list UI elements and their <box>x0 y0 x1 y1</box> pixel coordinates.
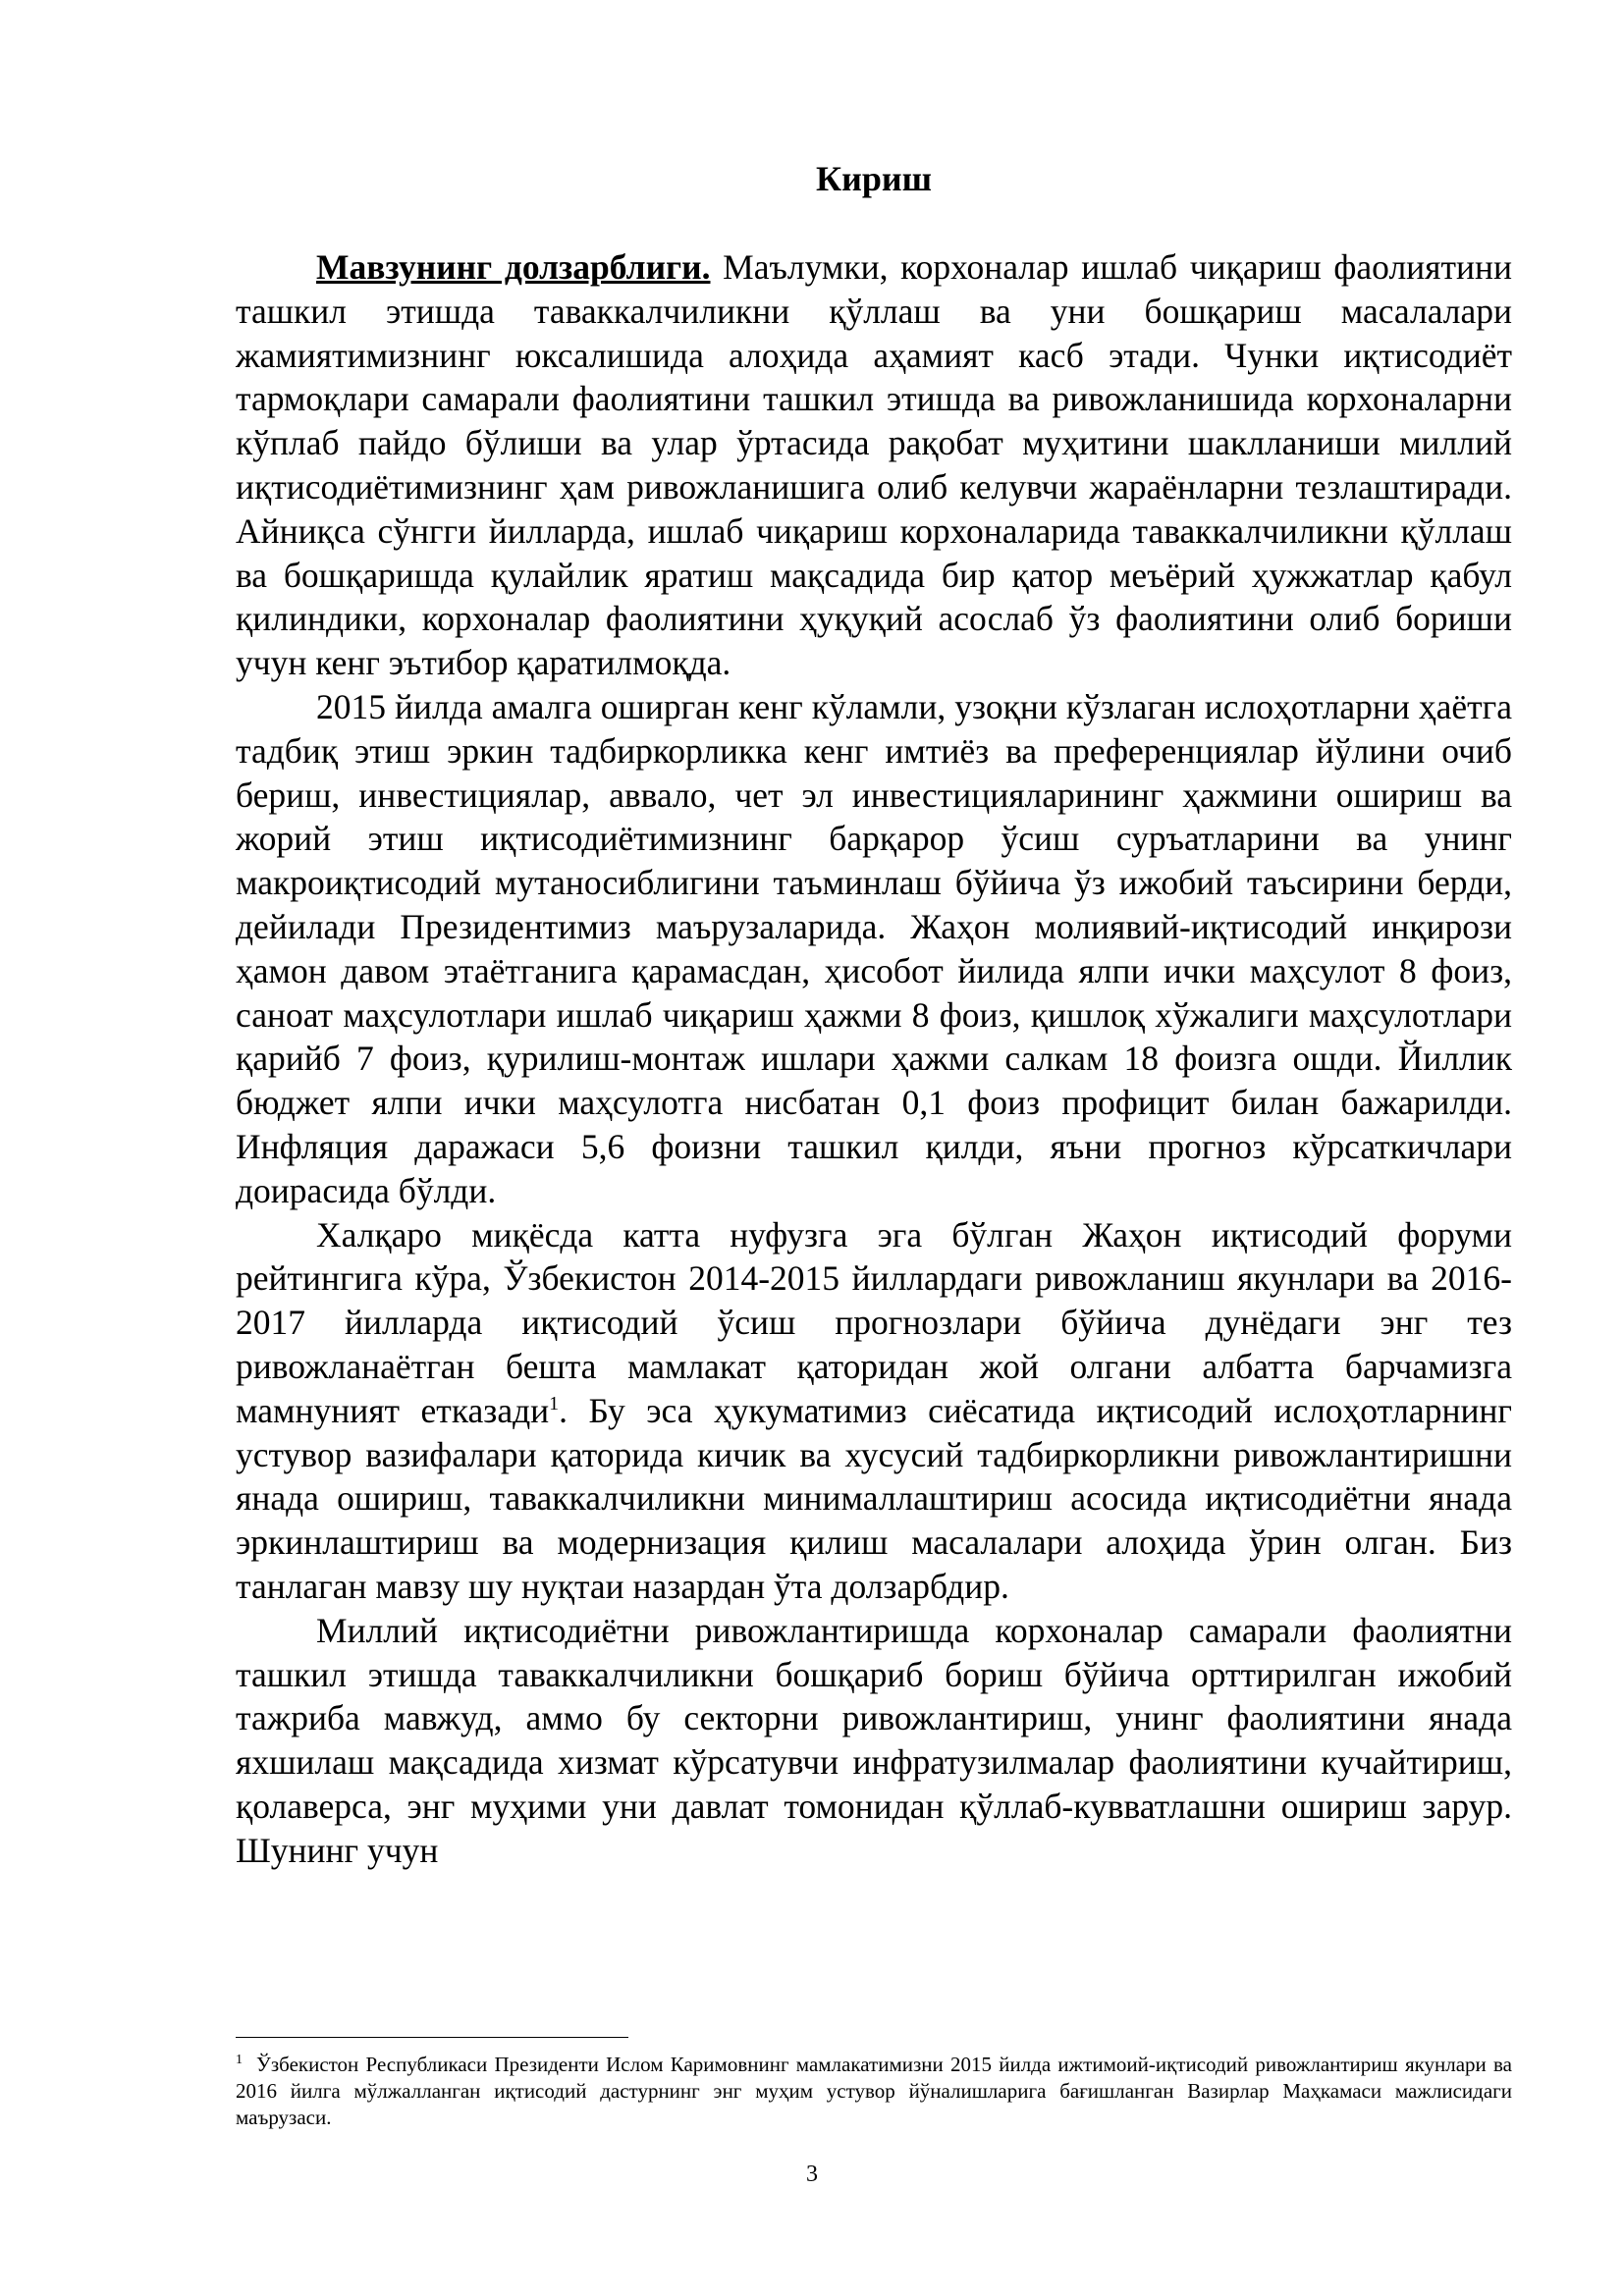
footnote-reference[interactable]: 1 <box>549 1392 560 1415</box>
paragraph-text: Халқаро миқёсда катта нуфузга эга бўлган Жаҳон иқтисодий форуми рейтингига кўра, Ўзбекистон 2014-2015 йиллардаги ривожланиш якунлари ва 2016-2017 йилларда иқтисодий ўсиш прогнозлари бўйича дунёдаги энг тез ривожланаётган бешта мамлакат қаторидан жой олгани албатта барчамизга мамнуният етказади <box>236 1214 1512 1430</box>
paragraph-forum-rating <box>236 1213 1512 1609</box>
paragraph-national-economy: Миллий иқтисодиётни ривожлантиришда корхоналар самарали фаолиятни ташкил этишда таваккалчиликни бошқариб бориш бўйича орттирилган ижобий тажриба мавжуд, аммо бу секторни ривожлантириш, унинг фаолиятини янада яхшилаш мақсадида хизмат кўрсатувчи инфратузилмалар фаолиятини кучайтириш, қолаверса, энг муҳими уни давлат томонидан қўллаб-кувватлашни ошириш зарур. Шунинг учун <box>236 1610 1512 1870</box>
document-body <box>236 245 1512 1872</box>
footnote-separator <box>236 2037 628 2038</box>
paragraph-relevance <box>236 245 1512 685</box>
footnote <box>236 2052 1512 2131</box>
page-title: Кириш <box>815 159 932 198</box>
footnote-number: 1 <box>236 2053 243 2067</box>
paragraph-reforms: 2015 йилда амалга оширган кенг кўламли, узоқни кўзлаган ислоҳотларни ҳаётга тадбиқ этиш эркин тадбиркорликка кенг имтиёз ва преференциялар йўлини очиб бериш, инвестициялар, аввало, чет эл инвестицияларининг ҳажмини ошириш ва жорий этиш иқтисодиётимизнинг барқарор ўсиш суръатларини ва унинг макроиқтисодий мутаносиблигини таъминлаш бўйича ўз ижобий таъсирини берди, дейилади Президентимиз маърузаларида. Жаҳон молиявий-иқтисодий инқирози ҳамон давом этаётганига қарамасдан, ҳисобот йилида ялпи ички маҳсулот 8 фоиз, саноат маҳсулотлари ишлаб чиқариш ҳажми 8 фоиз, қишлоқ хўжалиги маҳсулотлари қарийб 7 фоиз, қурилиш-монтаж ишлари ҳажми салкам 18 фоизга ошди. Йиллик бюджет ялпи ички маҳсулотга нисбатан 0,1 фоиз профицит билан бажарилди. Инфляция даражаси 5,6 фоизни ташкил қилди, яъни прогноз кўрсаткичлари доирасида бўлди. <box>236 686 1512 1210</box>
paragraph-text: . Бу эса ҳукуматимиз сиёсатида иқтисодий ислоҳотларнинг устувор вазифалари қаторида кичик ва хусусий тадбиркорликни ривожлантиришни янада ошириш, таваккалчиликни минималлаштириш асосида иқтисодиётни янада эркинлаштириш ва модернизация қилиш масалалари алоҳида ўрин олган. Биз танлаган мавзу шу нуқтаи назардан ўта долзарбдир. <box>236 1390 1512 1606</box>
paragraph-text: Маълумки, корхоналар ишлаб чиқариш фаолиятини ташкил этишда таваккалчиликни қўллаш ва уни бошқариш масалалари жамиятимизнинг юксалишида алоҳида аҳамият касб этади. Чунки иқтисодиёт тармоқлари самарали фаолиятини ташкил этишда ва ривожланишида корхоналарни кўплаб пайдо бўлиши ва улар ўртасида рақобат муҳитини шаклланиши миллий иқтисодиётимизнинг ҳам ривожланишига олиб келувчи жараёнларни тезлаштиради. Айниқса сўнгги йилларда, ишлаб чиқариш корхоналарида таваккалчиликни қўллаш ва бошқаришда қулайлик яратиш мақсадида бир қатор меъёрий ҳужжатлар қабул қилиндики, корхоналар фаолиятини ҳуқуқий асослаб ўз фаолиятини олиб бориши учун кенг эътибор қаратилмоқда. <box>236 247 1512 683</box>
footnote-text: Ўзбекистон Республикаси Президенти Ислом Каримовнинг мамлакатимизни 2015 йилда ижтимоий-иқтисодий ривожлантириш якунлари ва 2016 йилга мўлжалланган иқтисодий дастурнинг энг муҳим устувор йўналишларига бағишланган Вазирлар Маҳкамаси мажлисидаги маърузаси. <box>236 2053 1512 2129</box>
page-number: 3 <box>806 2162 818 2187</box>
section-heading-inline: Мавзунинг долзарблиги. <box>316 247 711 287</box>
